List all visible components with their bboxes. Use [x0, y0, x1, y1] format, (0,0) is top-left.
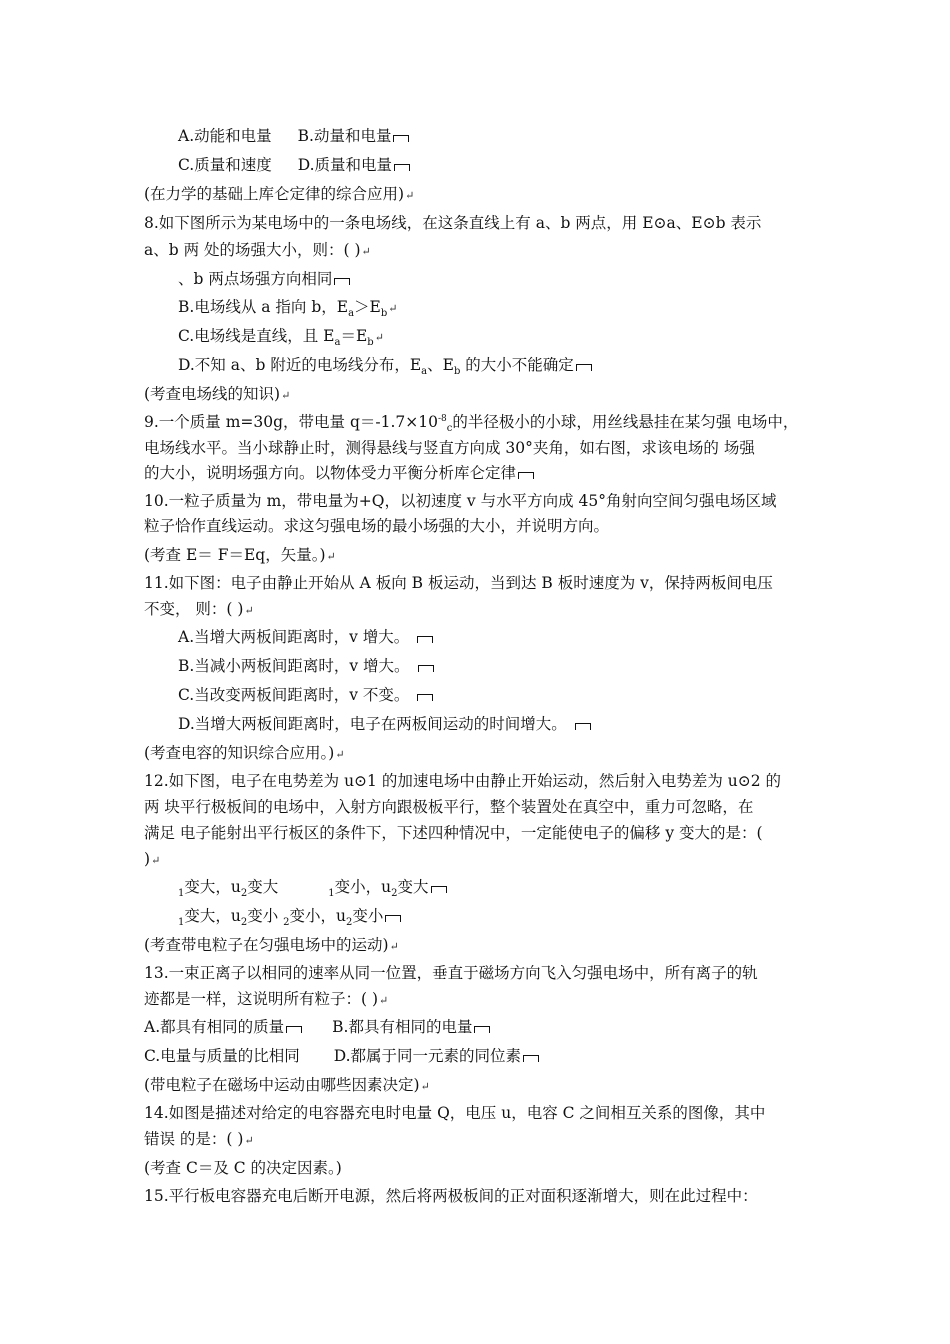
line-break-mark-icon — [418, 665, 434, 672]
question-15-line-1: 15.平行板电容器充电后断开电源，然后将两极板间的正对面积逐渐增大，则在此过程中： — [144, 1187, 758, 1205]
line-break-mark-icon — [417, 636, 433, 643]
line-break-mark-icon — [474, 1026, 490, 1033]
paragraph-mark-icon: ↵ — [244, 1134, 254, 1147]
line-break-mark-icon — [417, 694, 433, 701]
option-line: $_1$变大，$u_2$变大 $_1$变小，$u_2$变大 — [178, 877, 447, 897]
line-break-mark-icon — [518, 472, 534, 479]
note-line: (带电粒子在磁场中运动由哪些因素决定)↵ — [144, 1076, 430, 1094]
paragraph-mark-icon: ↵ — [405, 189, 415, 202]
paragraph-mark-icon: ↵ — [326, 550, 336, 563]
option-line: B.电场线从 a 指向 b，$E_a>E_b↵$ — [178, 298, 398, 320]
note-line: (考查带电粒子在匀强电场中的运动)↵ — [144, 936, 399, 954]
question-13-line-2: 迹都是一样，这说明所有粒子：( )↵ — [144, 990, 389, 1008]
question-9-line-1: 9.一个质量 m=30g，带电量 $q=-1.7\times 10^{-8}_c$的半径极小的小球，用丝线悬挂在某匀强 电场中， — [144, 413, 799, 435]
question-10-line-2: 粒子恰作直线运动。求这匀强电场的最小场强的大小，并说明方向。 — [144, 517, 610, 535]
question-12-line-3: 满足 电子能射出平行板区的条件下，下述四种情况中，一定能使电子的偏移 y 变大的是：( — [144, 824, 763, 842]
question-14-line-1: 14.如图是描述对给定的电容器充电时电量 Q，电压 u，电容 C 之间相互关系的图像，其中 — [144, 1104, 766, 1122]
option-b: B.动量和电量 — [297, 127, 392, 145]
question-8-line-2: a、b 两 处的场强大小，则：( )↵ — [144, 241, 371, 259]
option-line: D.不知 a、b 附近的电场线分布，$E_a$、$E_b$ 的大小不能确定 — [178, 355, 592, 375]
option-line: A.当增大两板间距离时，v 增大。 — [178, 627, 433, 647]
question-11-line-1: 11.如下图：电子由静止开始从 A 板向 B 板运动，当到达 B 板时速度为 v，保持两板间电压 — [144, 574, 773, 592]
option-d: D.质量和电量 — [297, 156, 393, 174]
note-line: (考查电容的知识综合应用。)↵ — [144, 744, 345, 762]
paragraph-mark-icon: ↵ — [281, 389, 291, 402]
option-line: C.电场线是直线，且 $E_a=E_b↵$ — [178, 327, 384, 349]
question-9-line-3: 的大小，说明场强方向。以物体受力平衡分析库仑定律 — [144, 463, 534, 483]
option-line — [178, 155, 410, 175]
line-break-mark-icon — [576, 364, 592, 371]
question-12-line-1: 12.如下图，电子在电势差为 u⊙1 的加速电场中由静止开始运动，然后射入电势差为 u⊙2 的 — [144, 772, 782, 790]
question-9-line-2: 电场线水平。当小球静止时，测得悬线与竖直方向成 30°夹角，如右图，求该电场的 场强 — [144, 439, 755, 457]
line-break-mark-icon — [575, 723, 591, 730]
question-10-line-1: 10.一粒子质量为 m，带电量为+Q，以初速度 v 与水平方向成 45°角射向空间匀强电场区域 — [144, 492, 777, 510]
line-break-mark-icon — [334, 278, 350, 285]
paragraph-mark-icon: ↵ — [374, 331, 384, 344]
option-line: D.当增大两板间距离时，电子在两板间运动的时间增大。 — [178, 714, 591, 734]
note-line: (考查 C＝及 C 的决定因素。) — [144, 1159, 342, 1177]
line-break-mark-icon — [286, 1026, 302, 1033]
question-14-line-2: 错误 的是：( )↵ — [144, 1130, 254, 1148]
paragraph-mark-icon: ↵ — [244, 604, 254, 617]
line-break-mark-icon — [385, 915, 401, 922]
option-c: C.质量和速度 — [178, 156, 272, 174]
note-line: (考查 E＝ F＝Eq，矢量。)↵ — [144, 546, 336, 564]
option-a: A.动能和电量 — [178, 127, 272, 145]
question-8-line-1: 8.如下图所示为某电场中的一条电场线，在这条直线上有 a、b 两点，用 E⊙a、E⊙b 表示 — [144, 214, 762, 232]
option-line: 、b 两点场强方向相同 — [178, 269, 350, 289]
note-line: (在力学的基础上库仑定律的综合应用)↵ — [144, 185, 415, 203]
option-line — [178, 126, 409, 146]
note-line: (考查电场线的知识)↵ — [144, 385, 291, 403]
paragraph-mark-icon: ↵ — [361, 245, 371, 258]
paragraph-mark-icon: ↵ — [335, 748, 345, 761]
question-13-line-1: 13.一束正离子以相同的速率从同一位置，垂直于磁场方向飞入匀强电场中，所有离子的轨 — [144, 964, 758, 982]
paragraph-mark-icon: ↵ — [420, 1080, 430, 1093]
paragraph-mark-icon: ↵ — [388, 302, 398, 315]
question-12-line-4: )↵ — [144, 850, 161, 868]
paragraph-mark-icon: ↵ — [151, 854, 161, 867]
line-break-mark-icon — [394, 164, 410, 171]
question-12-line-2: 两 块平行极板间的电场中，入射方向跟极板平行，整个装置处在真空中，重力可忽略，在 — [144, 798, 754, 816]
paragraph-mark-icon: ↵ — [379, 994, 389, 1007]
line-break-mark-icon — [431, 886, 447, 893]
line-break-mark-icon — [393, 135, 409, 142]
option-line: B.当减小两板间距离时，v 增大。 — [178, 656, 434, 676]
option-line: C.电量与质量的比相同 D.都属于同一元素的同位素 — [144, 1046, 539, 1066]
option-line: A.都具有相同的质量 B.都具有相同的电量 — [144, 1017, 490, 1037]
question-11-line-2: 不变， 则：( )↵ — [144, 600, 254, 618]
option-line: C.当改变两板间距离时，v 不变。 — [178, 685, 433, 705]
line-break-mark-icon — [523, 1055, 539, 1062]
paragraph-mark-icon: ↵ — [389, 940, 399, 953]
option-line: $_1$变大，$u_2$变小 $_2$变小，$u_2$变小 — [178, 906, 401, 926]
